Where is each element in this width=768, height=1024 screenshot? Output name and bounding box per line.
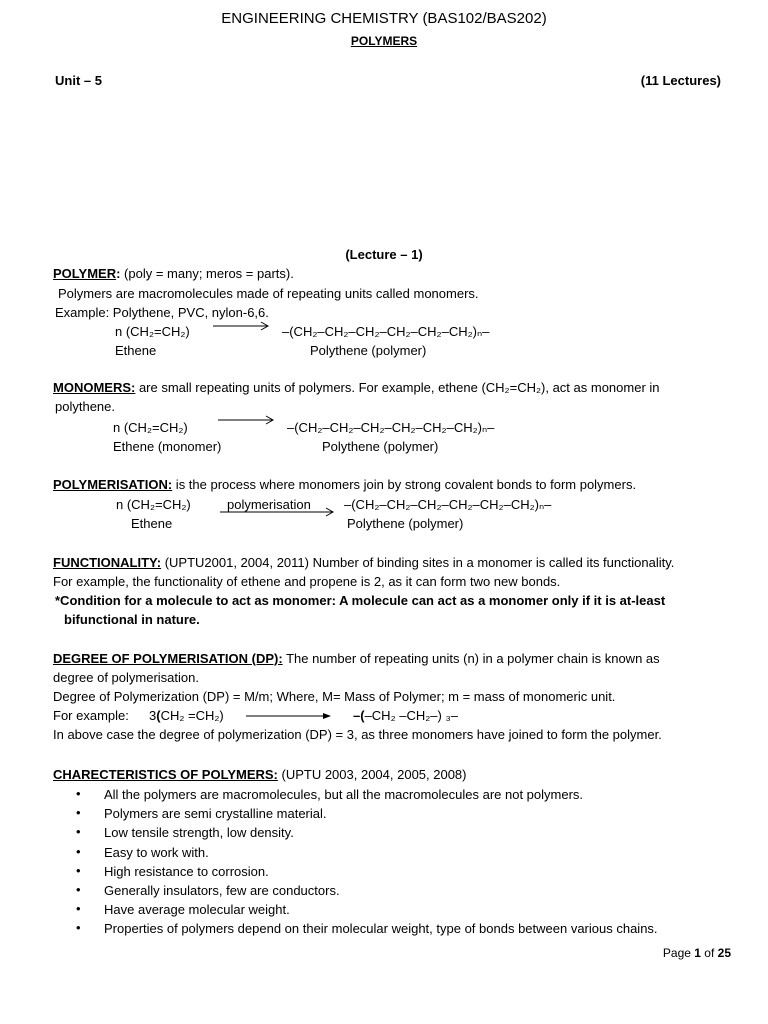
polymer-reactant-name: Ethene [115, 343, 157, 358]
bullet-icon: • [76, 805, 81, 820]
bullet-icon: • [76, 844, 81, 859]
polymer-example: Example: Polythene, PVC, nylon-6,6. [55, 305, 269, 320]
lecture-heading: (Lecture – 1) [345, 247, 423, 262]
monomers-def-line2: polythene. [55, 399, 115, 414]
dp-example-product-prefix: –( [353, 708, 365, 723]
bullet-icon: • [76, 824, 81, 839]
dp-def: The number of repeating units (n) in a polymer chain is known as [282, 651, 660, 666]
page-number [663, 945, 731, 962]
page-subtitle: POLYMERS [350, 34, 418, 48]
polymer-line1: Polymers are macromolecules made of repeating units called monomers. [58, 286, 479, 301]
polymerisation-product-name: Polythene (polymer) [347, 516, 464, 531]
dp-example-reactant-formula: CH₂ =CH₂) [160, 708, 224, 723]
bullet-icon: • [76, 786, 81, 801]
monomers-reactant-name: Ethene (monomer) [113, 439, 222, 454]
list-item: All the polymers are macromolecules, but all the macromolecules are not polymers. [104, 787, 584, 802]
list-item: Polymers are semi crystalline material. [104, 806, 327, 821]
reaction-arrow [212, 320, 272, 332]
dp-example-product [353, 707, 458, 724]
reaction-arrow [245, 710, 335, 722]
functionality-line2: For example, the functionality of ethene and propene is 2, as it can form two new bonds. [53, 574, 561, 589]
polymerisation-reactant-name: Ethene [131, 516, 173, 531]
list-item: Easy to work with. [104, 845, 209, 860]
bullet-icon: • [76, 920, 81, 935]
unit-label: Unit – 5 [55, 73, 102, 88]
lectures-label: (11 Lectures) [640, 73, 721, 88]
polymerisation-product: –(CH₂–CH₂–CH₂–CH₂–CH₂–CH₂)ₙ– [344, 497, 552, 512]
functionality-def: (UPTU2001, 2004, 2011) Number of binding sites in a monomer is called its functionality. [161, 555, 675, 570]
polymer-reactant: n (CH₂=CH₂) [115, 324, 190, 339]
total-pages: 25 [717, 946, 731, 960]
dp-definition [53, 650, 660, 667]
polymerisation-reactant: n (CH₂=CH₂) [116, 497, 191, 512]
monomers-def: are small repeating units of polymers. For example, ethene (CH₂=CH₂), act as monomer in [135, 380, 660, 395]
polymerisation-arrow-label: polymerisation [227, 497, 311, 512]
polymerisation-definition [53, 476, 636, 493]
monomers-definition [53, 379, 660, 396]
monomers-product-name: Polythene (polymer) [322, 439, 439, 454]
polymer-product: –(CH₂–CH₂–CH₂–CH₂–CH₂–CH₂)ₙ– [282, 324, 490, 339]
dp-example-product-formula: –CH₂ –CH₂–) ₃– [364, 708, 458, 723]
list-item: High resistance to corrosion. [104, 864, 269, 879]
dp-example-paren: ( [156, 708, 161, 723]
characteristics-term: CHARECTERISTICS OF POLYMERS: [53, 767, 278, 782]
polymer-term: POLYMER [53, 266, 117, 281]
functionality-term: FUNCTIONALITY: [53, 555, 162, 570]
functionality-definition [53, 554, 674, 571]
functionality-note-line2: bifunctional in nature. [64, 612, 200, 627]
list-item: Properties of polymers depend on their molecular weight, type of bonds between various chains. [104, 921, 658, 936]
dp-term: DEGREE OF POLYMERISATION (DP): [53, 651, 283, 666]
list-item: Generally insulators, few are conductors. [104, 883, 340, 898]
list-item: Have average molecular weight. [104, 902, 290, 917]
dp-example-label: For example: [53, 708, 129, 723]
dp-def-line2: degree of polymerisation. [53, 670, 199, 685]
polymerisation-def: is the process where monomers join by strong covalent bonds to form polymers. [172, 477, 637, 492]
current-page: 1 [694, 946, 701, 960]
list-item: Low tensile strength, low density. [104, 825, 294, 840]
characteristics-heading [53, 766, 467, 783]
characteristics-ref: (UPTU 2003, 2004, 2005, 2008) [277, 767, 467, 782]
functionality-note-line1: *Condition for a molecule to act as monomer: A molecule can act as a monomer only if it is at-least [55, 593, 666, 608]
monomers-reactant: n (CH₂=CH₂) [113, 420, 188, 435]
dp-conclusion: In above case the degree of polymerization (DP) = 3, as three monomers have joined to form the polymer. [53, 727, 662, 742]
bullet-icon: • [76, 901, 81, 916]
monomers-product: –(CH₂–CH₂–CH₂–CH₂–CH₂–CH₂)ₙ– [287, 420, 495, 435]
polymer-colon: : [116, 266, 121, 281]
polymer-product-name: Polythene (polymer) [310, 343, 427, 358]
dp-example-reactant [149, 707, 224, 724]
dp-example-coefficient: 3 [149, 708, 157, 723]
polymerisation-term: POLYMERISATION: [53, 477, 173, 492]
dp-formula: Degree of Polymerization (DP) = M/m; Where, M= Mass of Polymer; m = mass of monomeric unit. [53, 689, 616, 704]
reaction-arrow [217, 414, 277, 426]
polymer-definition [53, 265, 294, 282]
polymer-etymology: (poly = many; meros = parts). [120, 266, 294, 281]
bullet-icon: • [76, 882, 81, 897]
bullet-icon: • [76, 863, 81, 878]
page-title: ENGINEERING CHEMISTRY (BAS102/BAS202) [221, 10, 547, 27]
reaction-arrow [219, 506, 337, 518]
of-word: of [700, 946, 718, 960]
monomers-term: MONOMERS: [53, 380, 136, 395]
page-word: Page [662, 946, 695, 960]
